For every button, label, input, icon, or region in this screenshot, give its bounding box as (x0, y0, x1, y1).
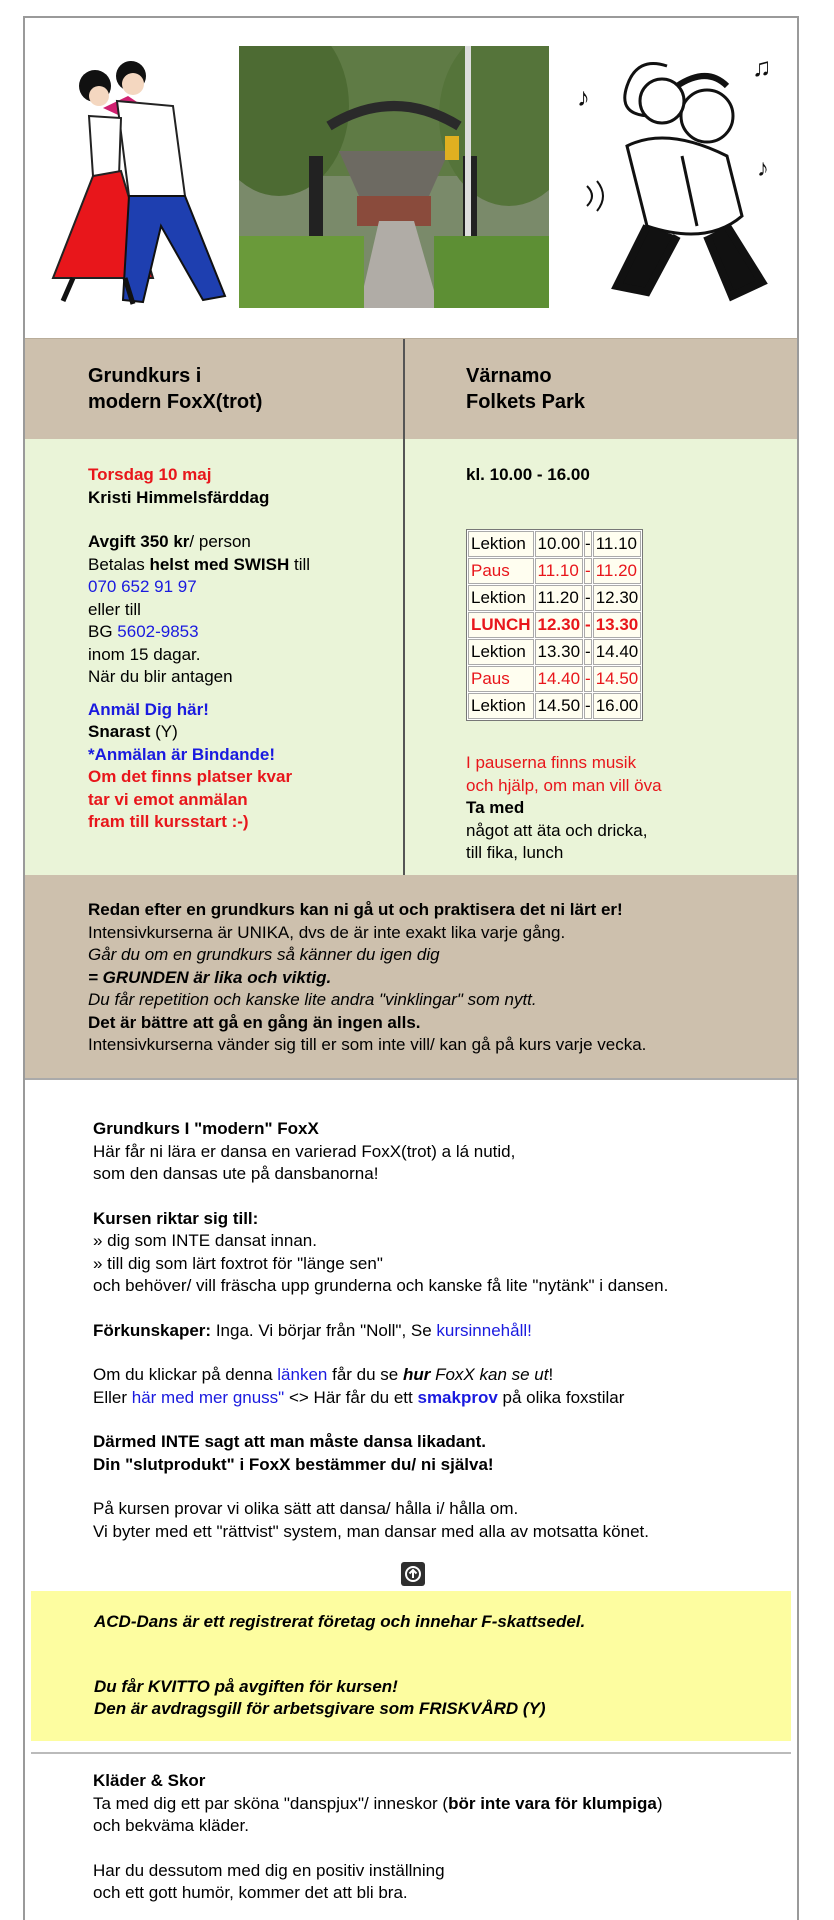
schedule-cell-sep: - (584, 558, 592, 584)
schedule-row (468, 639, 641, 665)
svg-text:♪: ♪ (577, 82, 590, 112)
asap-bold: Snarast (88, 722, 151, 741)
course-intro-line2: som den dansas ute på dansbanorna! (93, 1164, 379, 1183)
schedule-cell-end: 13.30 (593, 612, 642, 638)
schedule-row (468, 693, 641, 719)
clothes-line4: och ett gott humör, kommer det att bli bra. (93, 1883, 408, 1902)
schedule-cell-start: 10.00 (535, 531, 584, 557)
schedule-cell-start: 13.30 (535, 639, 584, 665)
schedule-cell-end: 12.30 (593, 585, 642, 611)
clothes-line1-end: ) (656, 1793, 663, 1813)
payment-pre: Betalas (88, 554, 150, 574)
click-end: ! (548, 1365, 554, 1384)
clothes-title: Kläder & Skor (93, 1771, 206, 1790)
clothes-section (93, 1770, 783, 1905)
payment-swish: helst med SWISH (149, 554, 290, 574)
dancing-couple-image (33, 46, 233, 308)
course-header (25, 338, 797, 440)
divider-line (31, 1752, 791, 1754)
schedule-cell-sep: - (584, 666, 592, 692)
course-desc-title: Grundkurs I "modern" FoxX (93, 1119, 319, 1138)
schedule-cell-label: Lektion (468, 639, 534, 665)
clothes-line1-pre: Ta med dig ett par sköna "danspjux"/ inneskor ( (93, 1793, 449, 1813)
payment-when: När du blir antagen (88, 667, 233, 686)
late-signup-line2: tar vi emot anmälan (88, 789, 248, 809)
course-date: Torsdag 10 maj (88, 465, 212, 484)
binding-notice: *Anmälan är Bindande! (88, 744, 276, 764)
schedule-row (468, 666, 641, 692)
or-to-text: eller till (88, 599, 141, 619)
click-mid: får du se (327, 1365, 403, 1384)
asap-rest: (Y) (150, 722, 178, 741)
schedule-cell-label: Lektion (468, 585, 534, 611)
holiday-name: Kristi Himmelsfärddag (88, 487, 270, 507)
page (23, 16, 799, 1920)
venue-city: Värnamo (466, 365, 552, 387)
schedule-row (468, 612, 641, 638)
intensive-line2: Intensivkurserna är UNIKA, dvs de är inte exakt lika varje gång. (88, 922, 566, 942)
schedule-cell-label: Lektion (468, 531, 534, 557)
more-mid: <> Här får du ett (284, 1387, 418, 1407)
pause-note-line2: och hjälp, om man vill öva (466, 775, 662, 795)
prerequisites (93, 1320, 783, 1343)
schedule-cell-label: LUNCH (468, 612, 534, 638)
fee (88, 531, 393, 554)
details-divider (403, 439, 405, 875)
video-link-line (93, 1364, 783, 1387)
swish-number-link[interactable]: 070 652 91 97 (88, 577, 197, 596)
deductible-note: Den är avdragsgill för arbetsgivare som FRISKVÅRD (Y) (94, 1699, 546, 1718)
schedule-cell-sep: - (584, 531, 592, 557)
bring-title: Ta med (466, 798, 525, 817)
bring-line2: till fika, lunch (466, 843, 564, 862)
pause-note-line1: I pauserna finns musik (466, 753, 637, 772)
intensive-line1: Redan efter en grundkurs kan ni gå ut och praktisera det ni lärt er! (88, 900, 623, 919)
folkets-park-photo (239, 46, 549, 308)
banner (33, 46, 793, 308)
left-details (88, 464, 393, 834)
more-cuddle-link[interactable]: här med mer gnuss" (131, 1387, 285, 1407)
bring-line1: något att äta och dricka, (466, 820, 648, 840)
cartoon-couple-image (557, 46, 793, 308)
schedule-cell-start: 12.30 (535, 612, 584, 638)
click-how: hur (402, 1365, 431, 1384)
more-pre: Eller (93, 1387, 132, 1407)
payment-deadline: inom 15 dagar. (88, 644, 201, 664)
sample-link[interactable]: smakprov (417, 1387, 498, 1407)
same-dance-note: Därmed INTE sagt att man måste dansa likadant. (93, 1432, 487, 1451)
header-divider (403, 339, 405, 439)
course-content-link[interactable]: kursinnehåll! (436, 1320, 532, 1340)
venue-name: Folkets Park (466, 391, 585, 413)
intensive-line5: Du får repetition och kanske lite andra "vinklingar" som nytt. (88, 990, 537, 1009)
course-title-line1: Grundkurs i (88, 365, 202, 387)
payment-post: till (289, 554, 311, 574)
schedule-cell-label: Paus (468, 666, 534, 692)
intensive-line6: Det är bättre att gå en gång än ingen alls. (88, 1012, 421, 1032)
clothes-line3: Har du dessutom med dig en positiv inställning (93, 1860, 445, 1880)
more-end: på olika foxstilar (497, 1387, 625, 1407)
schedule-cell-start: 11.10 (535, 558, 584, 584)
schedule-cell-sep: - (584, 585, 592, 611)
target-line3: och behöver/ vill fräscha upp grunderna och kanske få lite "nytänk" i dansen. (93, 1276, 669, 1295)
prereq-text: Inga. Vi börjar från "Noll", Se (211, 1320, 437, 1340)
receipt-note: Du får KVITTO på avgiften för kursen! (94, 1677, 398, 1696)
schedule-cell-label: Paus (468, 558, 534, 584)
schedule-cell-sep: - (584, 639, 592, 665)
bg-label: BG (88, 622, 118, 641)
fee-unit: / person (189, 532, 251, 551)
schedule-cell-sep: - (584, 612, 592, 638)
clothes-line1 (93, 1793, 783, 1816)
tax-notice (31, 1591, 791, 1741)
click-em: FoxX kan se ut (430, 1365, 549, 1384)
schedule-table (466, 529, 643, 721)
course-title-line2: modern FoxX(trot) (88, 391, 263, 413)
course-description (93, 1118, 783, 1543)
clothes-line2: och bekväma kläder. (93, 1816, 249, 1835)
schedule-row (468, 531, 641, 557)
course-try-line1: På kursen provar vi olika sätt att dansa/ hålla i/ hålla om. (93, 1499, 519, 1518)
asap-text (88, 721, 393, 744)
bankgiro (88, 621, 393, 644)
fee-amount: Avgift 350 kr (88, 532, 190, 551)
svg-text:♪: ♪ (757, 155, 769, 182)
clothes-line1-bold: bör inte vara för klumpiga (448, 1793, 657, 1813)
target-line2: » till dig som lärt foxtrot för "länge sen" (93, 1253, 383, 1273)
schedule-row (468, 585, 641, 611)
schedule-time: kl. 10.00 - 16.00 (466, 465, 590, 484)
target-title: Kursen riktar sig till: (93, 1208, 259, 1228)
intensive-line7: Intensivkurserna vänder sig till er som inte vill/ kan gå på kurs varje vecka. (88, 1035, 647, 1054)
svg-text:♫: ♫ (752, 52, 772, 82)
course-intro-line1: Här får ni lära er dansa en varierad FoxX(trot) a lá nutid, (93, 1141, 516, 1161)
schedule-cell-end: 11.10 (593, 531, 642, 557)
payment-method (88, 554, 393, 577)
late-signup-line3: fram till kursstart :-) (88, 812, 249, 831)
late-signup-line1: Om det finns platser kvar (88, 767, 293, 786)
final-product-note: Din "slutprodukt" i FoxX bestämmer du/ ni själva! (93, 1454, 494, 1474)
schedule-cell-sep: - (584, 693, 592, 719)
intensive-line3: Går du om en grundkurs så känner du igen dig (88, 945, 440, 964)
schedule-cell-end: 11.20 (593, 558, 642, 584)
click-pre: Om du klickar på denna (93, 1365, 278, 1384)
back-to-top-button[interactable] (401, 1562, 425, 1586)
right-notes (466, 752, 786, 865)
schedule-cell-end: 16.00 (593, 693, 642, 719)
arrow-up-icon (401, 1562, 425, 1586)
signup-link[interactable]: Anmäl Dig här! (88, 699, 209, 719)
schedule-cell-start: 14.40 (535, 666, 584, 692)
intensive-line4: = GRUNDEN är lika och viktig. (88, 967, 332, 987)
company-registered-note: ACD-Dans är ett registrerat företag och innehar F-skattsedel. (94, 1612, 586, 1631)
intensive-text (88, 899, 788, 1057)
course-title (88, 363, 262, 415)
schedule-row (468, 558, 641, 584)
prereq-label: Förkunskaper: (93, 1320, 212, 1340)
bg-number-link[interactable]: 5602-9853 (117, 622, 199, 641)
video-link[interactable]: länken (277, 1365, 328, 1384)
schedule-cell-end: 14.40 (593, 639, 642, 665)
venue (466, 363, 585, 415)
intensive-section (25, 875, 797, 1080)
schedule-cell-start: 11.20 (535, 585, 584, 611)
course-try-line2: Vi byter med ett "rättvist" system, man dansar med alla av motsatta könet. (93, 1521, 649, 1541)
details-section (25, 439, 797, 875)
target-line1: » dig som INTE dansat innan. (93, 1231, 317, 1250)
schedule-cell-end: 14.50 (593, 666, 642, 692)
schedule-cell-start: 14.50 (535, 693, 584, 719)
schedule-cell-label: Lektion (468, 693, 534, 719)
sample-link-line (93, 1387, 783, 1410)
